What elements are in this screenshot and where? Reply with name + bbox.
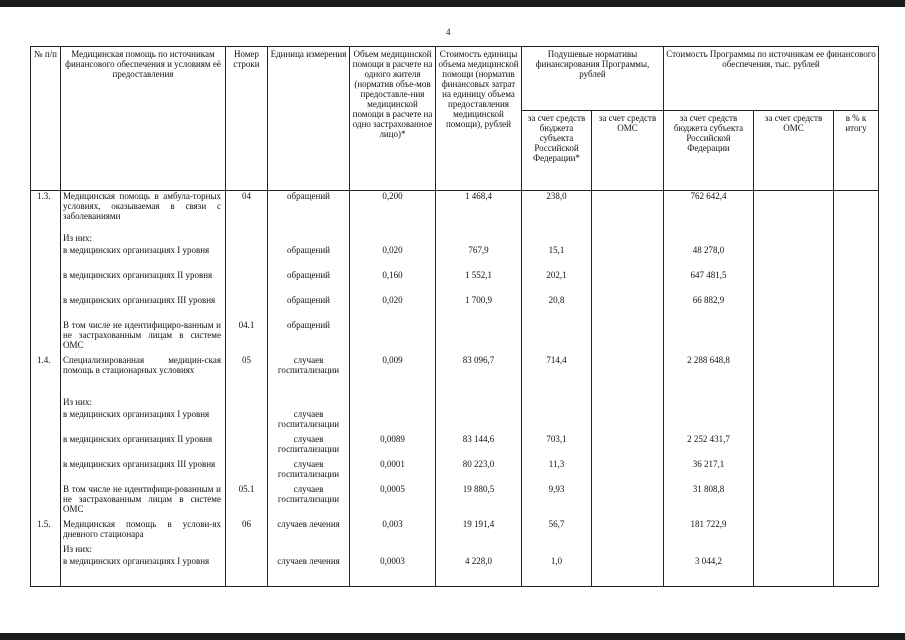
cell-unit bbox=[268, 233, 350, 245]
cell-no bbox=[31, 459, 61, 484]
cell-name: в медицинских организациях II уровня bbox=[61, 270, 226, 295]
cell-cost-oms bbox=[754, 519, 834, 544]
table-row bbox=[31, 245, 879, 270]
cell-cost-budget: 66 882,9 bbox=[664, 295, 754, 320]
cell-unit: обращений bbox=[268, 320, 350, 355]
cell-cost-budget: 36 217,1 bbox=[664, 459, 754, 484]
cell-name: Из них: bbox=[61, 544, 226, 556]
cell-line bbox=[226, 295, 268, 320]
cell-no bbox=[31, 556, 61, 587]
cell-pct bbox=[834, 295, 879, 320]
cell-unit: случаев госпитализации bbox=[268, 434, 350, 459]
cell-no bbox=[31, 397, 61, 409]
cell-unit bbox=[268, 544, 350, 556]
cell-line bbox=[226, 459, 268, 484]
cell-cost-oms bbox=[754, 295, 834, 320]
cell-pct bbox=[834, 544, 879, 556]
header-cost-oms: за счет средств ОМС bbox=[754, 111, 834, 191]
cell-cost-budget: 647 481,5 bbox=[664, 270, 754, 295]
table-row bbox=[31, 397, 879, 409]
cell-cost bbox=[436, 320, 522, 355]
cell-norm-oms bbox=[592, 484, 664, 519]
cell-line bbox=[226, 556, 268, 587]
cell-norm-oms bbox=[592, 295, 664, 320]
cell-cost-oms bbox=[754, 397, 834, 409]
cell-norm-budget: 703,1 bbox=[522, 434, 592, 459]
cell-pct bbox=[834, 233, 879, 245]
cell-cost-budget: 3 044,2 bbox=[664, 556, 754, 587]
cell-pct bbox=[834, 397, 879, 409]
cell-no bbox=[31, 434, 61, 459]
cell-unit: случаев госпитализации bbox=[268, 459, 350, 484]
cell-norm-budget: 714,4 bbox=[522, 355, 592, 397]
table-row bbox=[31, 459, 879, 484]
cell-cost-budget: 48 278,0 bbox=[664, 245, 754, 270]
header-norm-group: Подушевые нормативы финансирования Программы, рублей bbox=[522, 47, 664, 111]
cell-norm-oms bbox=[592, 245, 664, 270]
cell-cost-oms bbox=[754, 459, 834, 484]
cell-cost-oms bbox=[754, 355, 834, 397]
cell-cost-oms bbox=[754, 544, 834, 556]
header-norm-budget: за счет средств бюджета субъекта Российской Федерации* bbox=[522, 111, 592, 191]
cell-name: Медицинская помощь в амбула-торных условиях, оказываемая в связи с заболеваниями bbox=[61, 191, 226, 233]
cell-name: В том числе не идентифициро-ванным и не застрахованным лицам в системе ОМС bbox=[61, 320, 226, 355]
cell-cost-budget: 2 288 648,8 bbox=[664, 355, 754, 397]
table-row bbox=[31, 519, 879, 544]
cell-norm-budget: 202,1 bbox=[522, 270, 592, 295]
cell-cost-oms bbox=[754, 320, 834, 355]
top-border-bar bbox=[0, 0, 905, 7]
cell-name: Из них: bbox=[61, 397, 226, 409]
cell-cost: 1 468,4 bbox=[436, 191, 522, 233]
cell-unit: случаев лечения bbox=[268, 519, 350, 544]
cell-no bbox=[31, 233, 61, 245]
cell-no: 1.5. bbox=[31, 519, 61, 544]
cell-unit: случаев госпитализации bbox=[268, 409, 350, 434]
cell-cost-oms bbox=[754, 556, 834, 587]
cell-no bbox=[31, 409, 61, 434]
cell-norm-oms bbox=[592, 434, 664, 459]
cell-pct bbox=[834, 459, 879, 484]
header-name: Медицинская помощь по источникам финансового обеспечения и условиям её предоставления bbox=[61, 47, 226, 191]
cell-cost-oms bbox=[754, 233, 834, 245]
cell-line: 04.1 bbox=[226, 320, 268, 355]
cell-cost-oms bbox=[754, 245, 834, 270]
cell-name: Медицинская помощь в услови-ях дневного стационара bbox=[61, 519, 226, 544]
cell-cost-oms bbox=[754, 270, 834, 295]
cell-cost: 83 144,6 bbox=[436, 434, 522, 459]
cell-norm-budget: 20,8 bbox=[522, 295, 592, 320]
cell-norm-oms bbox=[592, 409, 664, 434]
cell-cost-budget bbox=[664, 233, 754, 245]
cell-norm-budget: 56,7 bbox=[522, 519, 592, 544]
cell-cost-oms bbox=[754, 484, 834, 519]
cell-volume bbox=[350, 544, 436, 556]
cell-volume: 0,200 bbox=[350, 191, 436, 233]
cell-cost: 1 552,1 bbox=[436, 270, 522, 295]
cell-line bbox=[226, 434, 268, 459]
cell-cost: 767,9 bbox=[436, 245, 522, 270]
cell-volume: 0,0089 bbox=[350, 434, 436, 459]
table-row bbox=[31, 409, 879, 434]
cell-volume bbox=[350, 409, 436, 434]
cell-pct bbox=[834, 409, 879, 434]
cell-line: 05 bbox=[226, 355, 268, 397]
header-line: Номер строки bbox=[226, 47, 268, 191]
cell-name: в медицинских организациях III уровня bbox=[61, 295, 226, 320]
cell-name: в медицинских организациях I уровня bbox=[61, 556, 226, 587]
table-row bbox=[31, 295, 879, 320]
cell-name: В том числе не идентифици-рованным и не застрахованным лицам в системе ОМС bbox=[61, 484, 226, 519]
cell-unit: случаев госпитализации bbox=[268, 484, 350, 519]
cell-cost-oms bbox=[754, 191, 834, 233]
cell-unit: обращений bbox=[268, 270, 350, 295]
header-volume: Объем медицинской помощи в расчете на одного жителя (норматив объе-мов предоставле-ния медицинской помощи в расчете на одно застрахованное лицо)* bbox=[350, 47, 436, 191]
table-row bbox=[31, 544, 879, 556]
cell-norm-budget bbox=[522, 544, 592, 556]
header-cost-group: Стоимость Программы по источникам ее финансового обеспечения, тыс. рублей bbox=[664, 47, 879, 111]
cell-name: в медицинских организациях II уровня bbox=[61, 434, 226, 459]
header-norm-oms: за счет средств ОМС bbox=[592, 111, 664, 191]
cell-norm-oms bbox=[592, 544, 664, 556]
cell-no bbox=[31, 245, 61, 270]
cell-unit: обращений bbox=[268, 295, 350, 320]
cell-no bbox=[31, 295, 61, 320]
cell-volume: 0,160 bbox=[350, 270, 436, 295]
header-cost-budget: за счет средств бюджета субъекта Российской Федерации bbox=[664, 111, 754, 191]
cell-norm-oms bbox=[592, 320, 664, 355]
cell-volume: 0,020 bbox=[350, 245, 436, 270]
cell-norm-budget: 1,0 bbox=[522, 556, 592, 587]
cell-norm-budget: 11,3 bbox=[522, 459, 592, 484]
header-no: № п/п bbox=[31, 47, 61, 191]
header-row-1 bbox=[31, 47, 879, 111]
cell-norm-budget bbox=[522, 397, 592, 409]
cell-norm-oms bbox=[592, 459, 664, 484]
cell-volume: 0,0001 bbox=[350, 459, 436, 484]
cell-pct bbox=[834, 556, 879, 587]
cell-norm-budget bbox=[522, 409, 592, 434]
cell-norm-budget: 9,93 bbox=[522, 484, 592, 519]
cell-name: Из них: bbox=[61, 233, 226, 245]
cell-line bbox=[226, 245, 268, 270]
cell-pct bbox=[834, 320, 879, 355]
cell-unit: обращений bbox=[268, 191, 350, 233]
cell-cost-budget: 31 808,8 bbox=[664, 484, 754, 519]
cell-cost bbox=[436, 397, 522, 409]
table-body bbox=[31, 191, 879, 587]
cell-cost bbox=[436, 409, 522, 434]
cell-cost: 19 191,4 bbox=[436, 519, 522, 544]
table-row bbox=[31, 233, 879, 245]
header-cost: Стоимость единицы объема медицинской помощи (норматив финансовых затрат на единицу объема предоставления медицинской помощи), рублей bbox=[436, 47, 522, 191]
cell-norm-budget bbox=[522, 320, 592, 355]
cell-volume bbox=[350, 397, 436, 409]
cell-line: 05.1 bbox=[226, 484, 268, 519]
cell-pct bbox=[834, 355, 879, 397]
cell-norm-oms bbox=[592, 556, 664, 587]
cell-cost-budget bbox=[664, 544, 754, 556]
cell-cost-budget: 2 252 431,7 bbox=[664, 434, 754, 459]
cell-cost: 19 880,5 bbox=[436, 484, 522, 519]
cell-pct bbox=[834, 484, 879, 519]
cell-unit: случаев лечения bbox=[268, 556, 350, 587]
table-row bbox=[31, 484, 879, 519]
cell-cost-budget bbox=[664, 320, 754, 355]
cell-no: 1.4. bbox=[31, 355, 61, 397]
cell-norm-oms bbox=[592, 355, 664, 397]
cell-volume: 0,0005 bbox=[350, 484, 436, 519]
cell-line: 06 bbox=[226, 519, 268, 544]
cell-name: в медицинских организациях I уровня bbox=[61, 409, 226, 434]
cell-no: 1.3. bbox=[31, 191, 61, 233]
cell-name: в медицинских организациях I уровня bbox=[61, 245, 226, 270]
cell-cost bbox=[436, 233, 522, 245]
cell-cost-budget bbox=[664, 409, 754, 434]
cell-pct bbox=[834, 270, 879, 295]
cell-line bbox=[226, 409, 268, 434]
cell-no bbox=[31, 544, 61, 556]
header-cost-pct: в % к итогу bbox=[834, 111, 879, 191]
financing-table bbox=[30, 46, 879, 587]
cell-volume: 0,020 bbox=[350, 295, 436, 320]
cell-line bbox=[226, 233, 268, 245]
cell-cost: 80 223,0 bbox=[436, 459, 522, 484]
cell-line bbox=[226, 397, 268, 409]
cell-norm-oms bbox=[592, 233, 664, 245]
cell-norm-oms bbox=[592, 397, 664, 409]
cell-name: Специализированная медицин-ская помощь в стационарных условиях bbox=[61, 355, 226, 397]
cell-unit: случаев госпитализации bbox=[268, 355, 350, 397]
cell-norm-budget bbox=[522, 233, 592, 245]
header-unit: Единица измерения bbox=[268, 47, 350, 191]
cell-norm-oms bbox=[592, 191, 664, 233]
cell-cost-budget bbox=[664, 397, 754, 409]
cell-pct bbox=[834, 519, 879, 544]
page-number: 4 bbox=[446, 27, 451, 37]
cell-unit bbox=[268, 397, 350, 409]
cell-pct bbox=[834, 434, 879, 459]
table-row bbox=[31, 191, 879, 233]
cell-norm-oms bbox=[592, 519, 664, 544]
cell-cost-budget: 181 722,9 bbox=[664, 519, 754, 544]
cell-cost: 1 700,9 bbox=[436, 295, 522, 320]
cell-line: 04 bbox=[226, 191, 268, 233]
cell-cost-oms bbox=[754, 434, 834, 459]
cell-cost bbox=[436, 544, 522, 556]
cell-line bbox=[226, 270, 268, 295]
cell-pct bbox=[834, 245, 879, 270]
cell-line bbox=[226, 544, 268, 556]
table-row bbox=[31, 270, 879, 295]
table-row bbox=[31, 556, 879, 587]
cell-cost-oms bbox=[754, 409, 834, 434]
cell-cost: 4 228,0 bbox=[436, 556, 522, 587]
cell-cost: 83 096,7 bbox=[436, 355, 522, 397]
cell-cost-budget: 762 642,4 bbox=[664, 191, 754, 233]
cell-no bbox=[31, 484, 61, 519]
cell-pct bbox=[834, 191, 879, 233]
cell-volume: 0,009 bbox=[350, 355, 436, 397]
cell-volume: 0,0003 bbox=[350, 556, 436, 587]
cell-norm-budget: 15,1 bbox=[522, 245, 592, 270]
table-row bbox=[31, 355, 879, 397]
cell-volume bbox=[350, 320, 436, 355]
cell-norm-budget: 238,0 bbox=[522, 191, 592, 233]
table-row bbox=[31, 434, 879, 459]
cell-name: в медицинских организациях III уровня bbox=[61, 459, 226, 484]
cell-volume: 0,003 bbox=[350, 519, 436, 544]
cell-norm-oms bbox=[592, 270, 664, 295]
cell-volume bbox=[350, 233, 436, 245]
cell-unit: обращений bbox=[268, 245, 350, 270]
cell-no bbox=[31, 320, 61, 355]
table-row bbox=[31, 320, 879, 355]
cell-no bbox=[31, 270, 61, 295]
bottom-border-bar bbox=[0, 633, 905, 640]
